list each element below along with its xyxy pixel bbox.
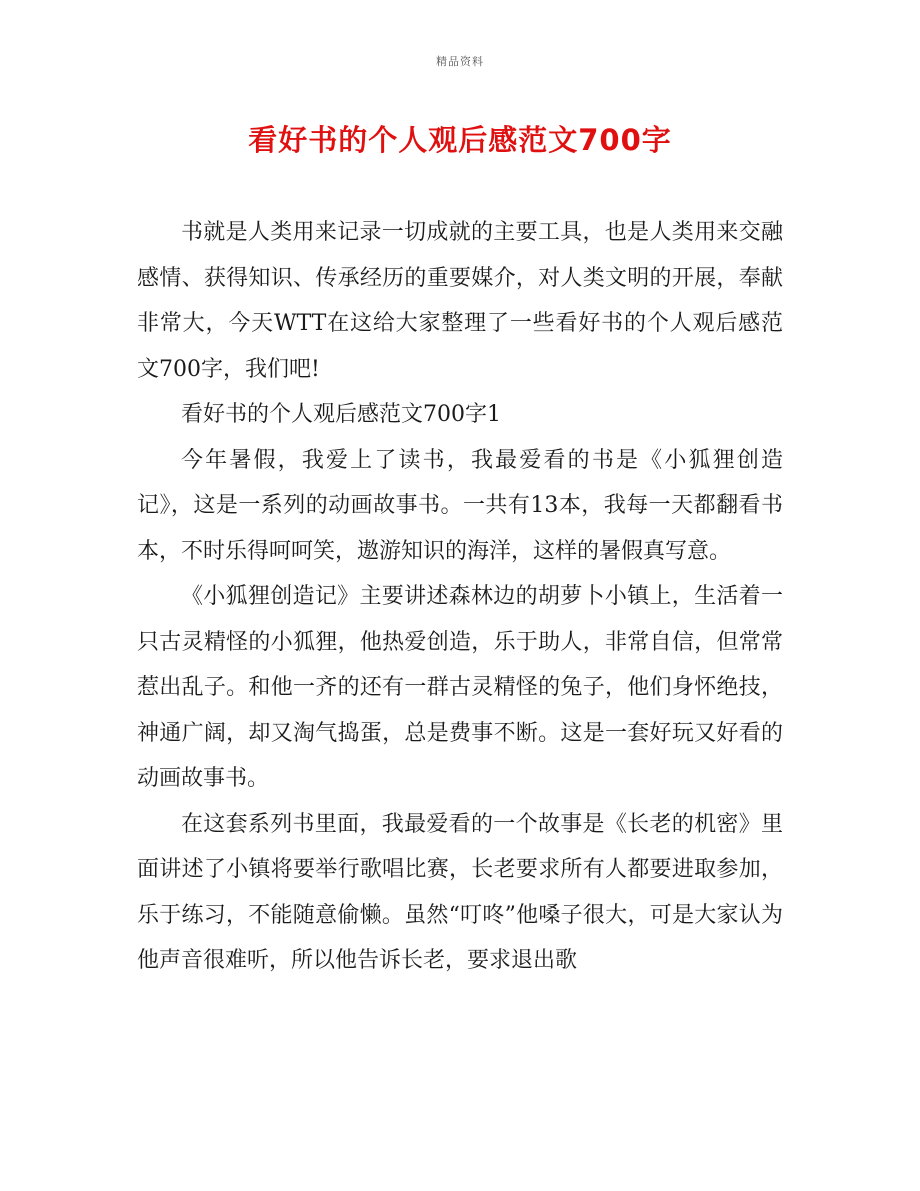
header-tag: 精品资料: [436, 55, 484, 68]
paragraph: 《小狐狸创造记》主要讲述森林边的胡萝卜小镇上，生活着一只古灵精怪的小狐狸，他热爱创造，乐于助人，非常自信，但常常惹出乱子。和他一齐的还有一群古灵精怪的兔子，他们身怀绝技，神通广阔，却又淘气捣蛋，总是费事不断。这是一套好玩又好看的动画故事书。: [137, 584, 783, 791]
page-title: 看好书的个人观后感范文700字: [248, 123, 672, 157]
section-heading: 看好书的个人观后感范文700字1: [181, 402, 501, 427]
paragraph: 在这套系列书里面，我最爱看的一个故事是《长老的机密》里面讲述了小镇将要举行歌唱比赛，长老要求所有人都要进取参加，乐于练习，不能随意偷懒。虽然“叮咚”他嗓子很大，可是大家认为他声音很难听，所以他告诉长老，要求退出歌: [137, 811, 783, 973]
document-body: [137, 210, 783, 984]
paragraph-intro: 书就是人类用来记录一切成就的主要工具，也是人类用来交融感情、获得知识、传承经历的重要媒介，对人类文明的开展，奉献非常大，今天WTT在这给大家整理了一些看好书的个人观后感范文700字，我们吧!: [137, 220, 783, 382]
paragraph: 今年暑假，我爱上了读书，我最爱看的书是《小狐狸创造记》，这是一系列的动画故事书。一共有13本，我每一天都翻看书本，不时乐得呵呵笑，遨游知识的海洋，这样的暑假真写意。: [137, 447, 783, 564]
